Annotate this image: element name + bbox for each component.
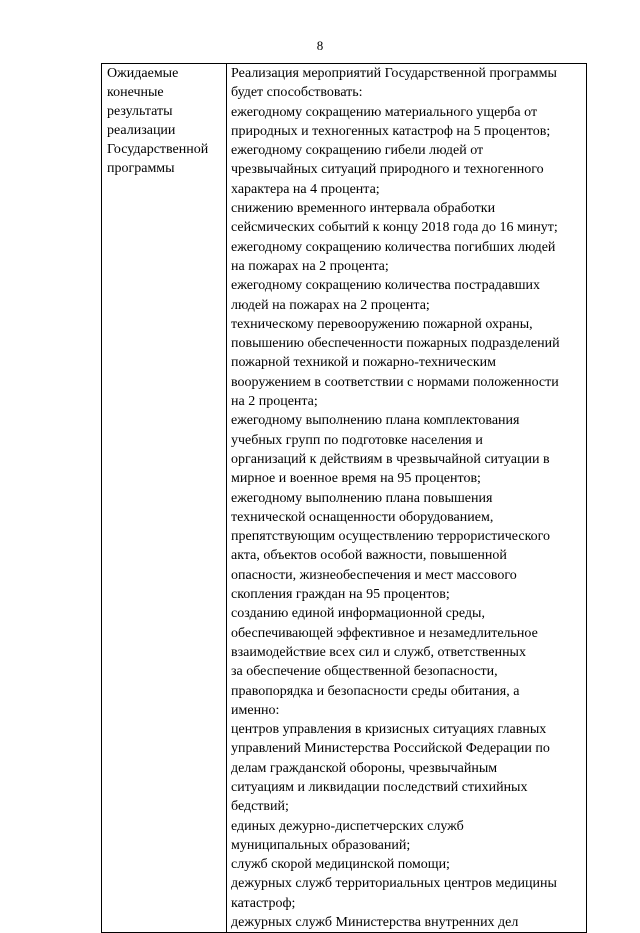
content-line: управлений Министерства Российской Федерации по (231, 741, 550, 757)
content-line: Реализация мероприятий Государственной программы (231, 66, 557, 81)
content-line: за обеспечение общественной безопасности, (231, 664, 498, 680)
content-line: техническому перевооружению пожарной охраны, (231, 316, 533, 332)
content-line: скопления граждан на 95 процентов; (231, 587, 450, 603)
label-line: программы (107, 161, 175, 176)
content-line: на пожарах на 2 процента; (231, 258, 389, 274)
content-line: препятствующим осуществлению террористического (231, 529, 551, 545)
content-line: ежегодному выполнению плана комплектования (231, 413, 520, 429)
table-row (102, 64, 587, 933)
content-line: служб скорой медицинской помощи; (231, 857, 450, 873)
content-line: правопорядка и безопасности среды обитания, а (231, 683, 520, 699)
page-number: 8 (316, 38, 324, 53)
content-line: дежурных служб Министерства внутренних дел (231, 915, 519, 931)
content-line: учебных групп по подготовке населения и (231, 432, 483, 448)
content-line: вооружением в соответствии с нормами положенности (231, 374, 559, 390)
label-line: конечные (107, 85, 164, 100)
label-line: результаты (107, 104, 173, 119)
content-line: ежегодному выполнению плана повышения (231, 490, 493, 506)
content-line: технической оснащенности оборудованием, (231, 509, 494, 525)
content-line: ежегодному сокращению материального ущерба от (231, 104, 538, 120)
content-line: обеспечивающей эффективное и незамедлительное (231, 625, 538, 641)
content-line: акта, объектов особой важности, повышенной (231, 548, 507, 564)
content-line: чрезвычайных ситуаций природного и техногенного (231, 162, 544, 178)
program-results-table (101, 63, 587, 933)
content-line: взаимодействие всех сил и служб, ответственных (231, 644, 526, 660)
content-line: именно: (231, 702, 280, 718)
content-line: единых дежурно-диспетчерских служб (231, 818, 464, 834)
label-line: реализации (107, 123, 176, 138)
content-line: людей на пожарах на 2 процента; (231, 297, 430, 313)
label-cell (102, 64, 227, 933)
content-cell (227, 64, 587, 933)
content-line: ежегодному сокращению гибели людей от (231, 143, 484, 159)
content-line: ситуациям и ликвидации последствий стихийных (231, 779, 528, 795)
content-line: ежегодному сокращению количества пострадавших (231, 278, 541, 294)
content-line: мирное и военное время на 95 процентов; (231, 471, 481, 487)
content-line: пожарной техникой и пожарно-техническим (231, 355, 497, 371)
content-line: на 2 процента; (231, 394, 318, 410)
content-line: природных и техногенных катастроф на 5 процентов; (231, 123, 551, 139)
label-line: Государственной (107, 142, 209, 157)
content-line: повышению обеспеченности пожарных подразделений (231, 336, 560, 352)
label-text (102, 64, 226, 178)
content-line: муниципальных образований; (231, 837, 411, 853)
content-line: созданию единой информационной среды, (231, 606, 485, 622)
content-line: ежегодному сокращению количества погибших людей (231, 239, 556, 255)
content-line: сейсмических событий к концу 2018 года до 16 минут; (231, 220, 558, 236)
content-line: характера на 4 процента; (231, 181, 380, 197)
content-line: снижению временного интервала обработки (231, 201, 496, 217)
content-line: организаций к действиям в чрезвычайной ситуации в (231, 451, 550, 467)
content-line: опасности, жизнеобеспечения и мест массового (231, 567, 517, 583)
content-line: будет способствовать: (231, 85, 363, 101)
content-line: дежурных служб территориальных центров медицины (231, 876, 557, 892)
label-line: Ожидаемые (107, 66, 179, 81)
content-line: делам гражданской обороны, чрезвычайным (231, 760, 498, 776)
content-line: бедствий; (231, 799, 289, 815)
content-line: катастроф; (231, 895, 296, 911)
content-line: центров управления в кризисных ситуациях главных (231, 722, 547, 738)
content-text (227, 64, 586, 932)
